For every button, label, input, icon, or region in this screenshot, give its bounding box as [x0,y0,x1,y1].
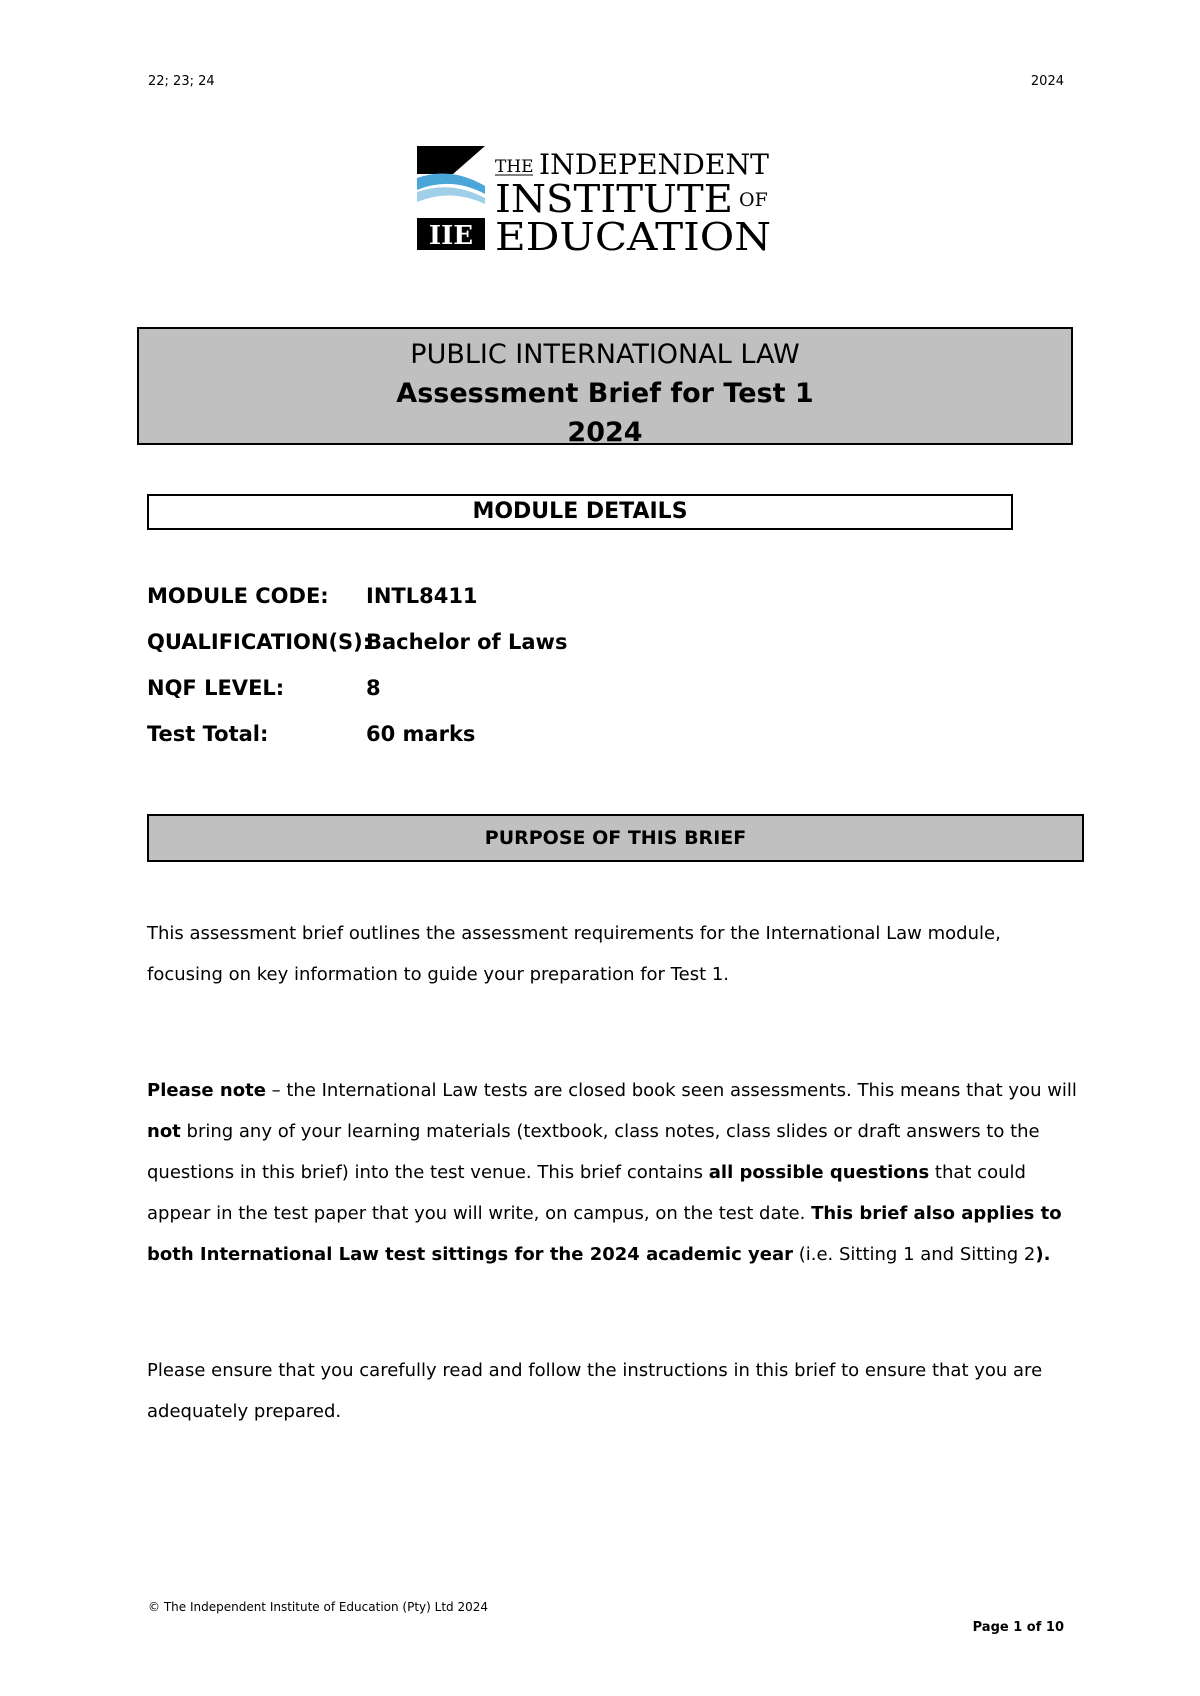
detail-label: NQF LEVEL: [147,676,285,700]
footer-page-number: Page 1 of 10 [972,1620,1064,1635]
detail-row [147,573,567,619]
logo-independent: INDEPENDENT [539,148,770,181]
note-emphasis: not [147,1121,181,1142]
purpose-paragraph-3: Please ensure that you carefully read and follow the instructions in this brief to ensure that you are adequately prepared. [147,1360,1043,1422]
footer-copyright: © The Independent Institute of Education (Pty) Ltd 2024 [148,1600,488,1614]
purpose-heading: PURPOSE OF THIS BRIEF [147,814,1084,862]
detail-value: INTL8411 [366,584,478,608]
header-year: 2024 [1030,74,1064,89]
detail-row [147,619,567,665]
logo-institute: INSTITUTE [495,177,733,221]
detail-value: 8 [366,676,381,700]
detail-label: Test Total: [147,722,269,746]
purpose-paragraph-1: This assessment brief outlines the assessment requirements for the International Law module, focusing on key information to guide your preparation for Test 1. [147,923,1001,985]
note-emphasis: ). [1035,1244,1051,1265]
note-emphasis: This brief also applies to both International Law test sittings for the 2024 academic year [147,1203,1062,1265]
detail-label: MODULE CODE: [147,584,329,608]
note-text: bring any of your learning materials (textbook, class notes, class slides or draft answers to the questions in this brief) into the test venue. This brief contains [147,1121,1040,1183]
module-details-table [147,573,567,757]
note-text: – the International Law tests are closed book seen assessments. This means that you will [265,1080,1077,1101]
purpose-paragraph-2 [147,1070,1077,1275]
detail-row [147,711,567,757]
note-emphasis: all possible questions [708,1162,930,1183]
assessment-year: 2024 [567,417,643,448]
logo-education: EDUCATION [495,215,771,254]
logo-the: THE [495,157,534,177]
detail-label: QUALIFICATION(S): [147,630,372,654]
assessment-title: Assessment Brief for Test 1 [396,378,814,409]
iie-logo [417,146,797,254]
note-lead: Please note [147,1080,266,1101]
detail-row [147,665,567,711]
logo-abbr: IIE [428,221,474,251]
header-codes: 22; 23; 24 [148,74,215,89]
note-text: that could appear in the test paper that you will write, on campus, on the test date. [147,1162,1026,1224]
title-box [137,327,1073,448]
note-text: (i.e. Sitting 1 and Sitting 2 [792,1244,1036,1265]
detail-value: 60 marks [366,722,476,746]
course-title: PUBLIC INTERNATIONAL LAW [410,339,800,370]
module-details-heading: MODULE DETAILS [147,494,1013,530]
logo-of: OF [739,189,768,211]
detail-value: Bachelor of Laws [366,630,568,654]
